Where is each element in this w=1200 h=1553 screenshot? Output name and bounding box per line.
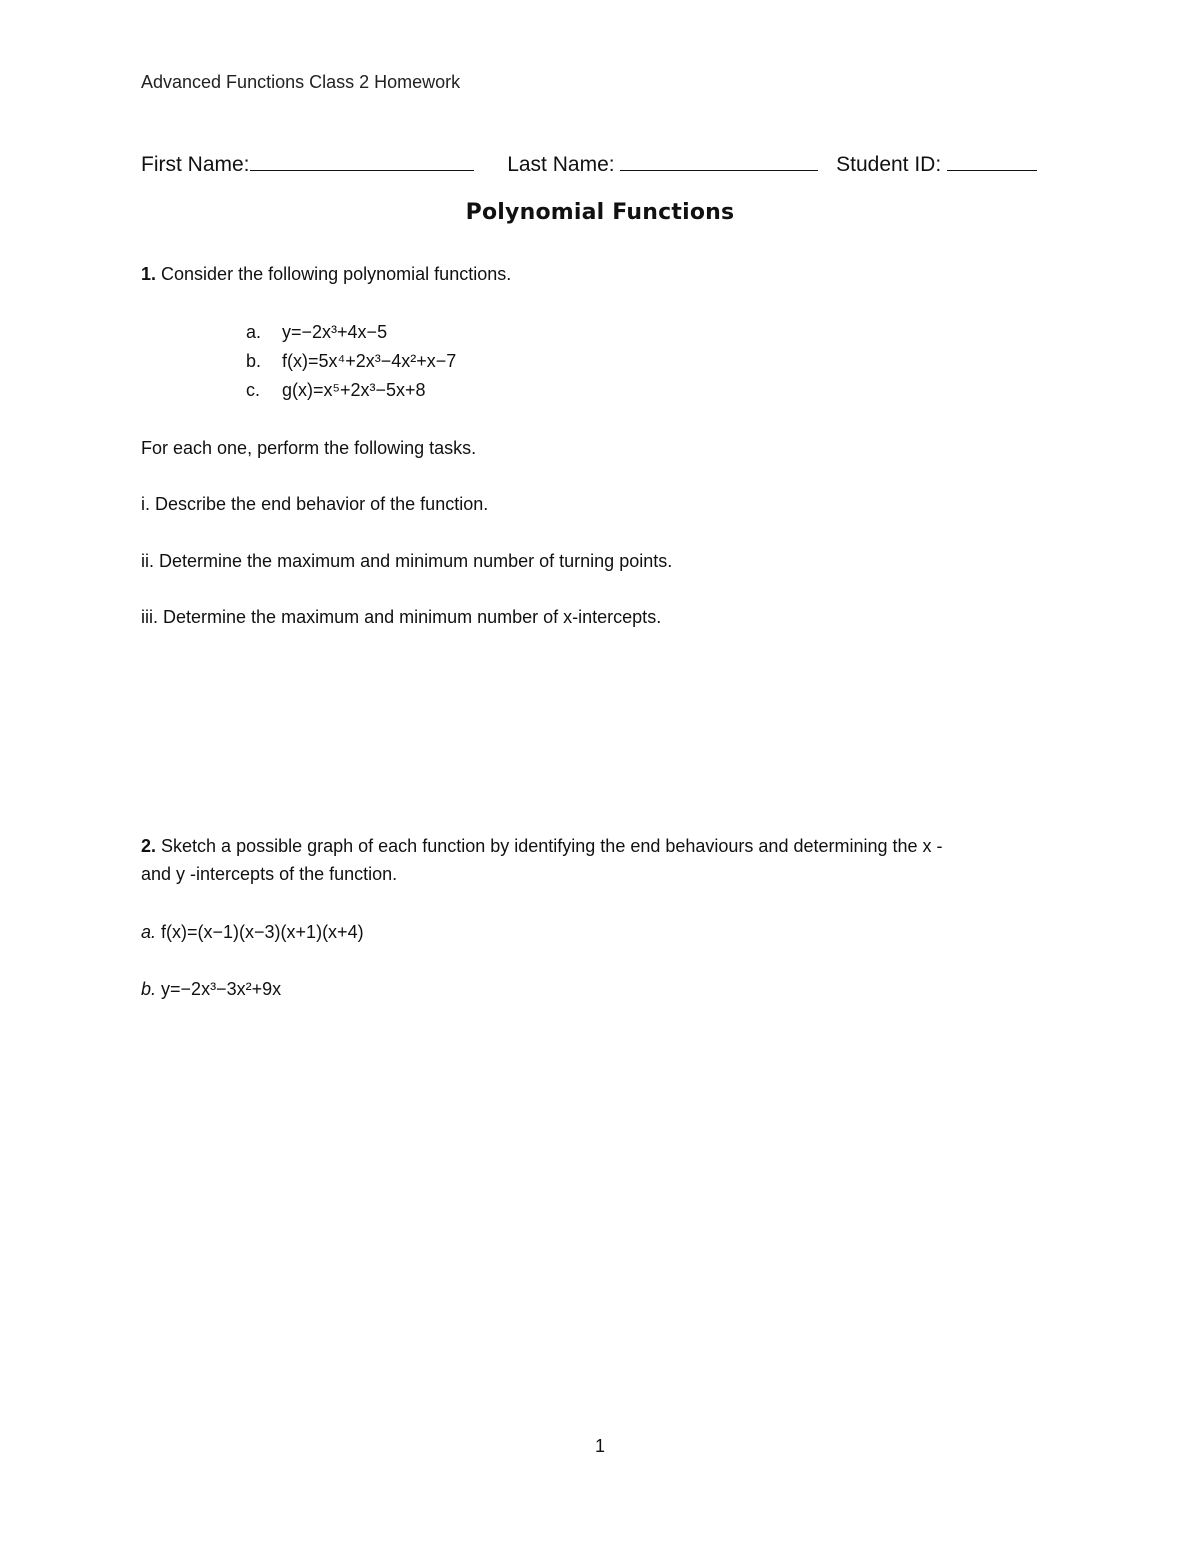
question-2-number: 2. bbox=[141, 836, 157, 856]
q1-task-iii-text: Determine the maximum and minimum number of x-intercepts. bbox=[163, 607, 662, 627]
q1-item-c-expr: g(x)=x⁵+2x³−5x+8 bbox=[282, 380, 426, 400]
q1-instruction: For each one, perform the following tasks. bbox=[141, 438, 477, 458]
q2-item-a-label: a. bbox=[141, 922, 157, 942]
q1-item-a-label: a. bbox=[246, 322, 262, 342]
first-name-label: First Name: bbox=[141, 153, 250, 176]
q2-item-b-label: b. bbox=[141, 979, 157, 999]
q1-item-a bbox=[246, 322, 387, 343]
question-2-line-2: and y -intercepts of the function. bbox=[141, 864, 398, 884]
q1-item-c-label: c. bbox=[246, 380, 261, 400]
question-1-number: 1. bbox=[141, 264, 157, 284]
last-name-blank[interactable] bbox=[620, 150, 818, 171]
q1-task-ii-text: Determine the maximum and minimum number of turning points. bbox=[159, 551, 673, 571]
question-1-text: Consider the following polynomial functions. bbox=[161, 264, 512, 284]
first-name-blank[interactable] bbox=[250, 150, 474, 171]
q1-task-ii bbox=[141, 551, 672, 572]
q1-task-iii bbox=[141, 607, 661, 628]
q1-item-b-label: b. bbox=[246, 351, 262, 371]
student-info-fields bbox=[141, 150, 1037, 177]
student-id-label: Student ID: bbox=[836, 153, 942, 176]
question-1-prompt bbox=[141, 264, 511, 285]
q2-item-b bbox=[141, 979, 281, 1000]
q1-task-iii-label: iii. bbox=[141, 607, 158, 627]
question-2-line-1 bbox=[141, 836, 943, 857]
page-number: 1 bbox=[594, 1436, 605, 1456]
q1-task-i-text: Describe the end behavior of the function. bbox=[155, 494, 489, 514]
q1-task-ii-label: ii. bbox=[141, 551, 154, 571]
q1-item-b bbox=[246, 351, 456, 372]
document-header: Advanced Functions Class 2 Homework bbox=[141, 72, 461, 92]
last-name-label: Last Name: bbox=[507, 153, 615, 176]
q2-item-a-expr: f(x)=(x−1)(x−3)(x+1)(x+4) bbox=[161, 922, 364, 942]
q1-item-b-expr: f(x)=5x⁴+2x³−4x²+x−7 bbox=[282, 351, 457, 371]
q1-task-i-label: i. bbox=[141, 494, 150, 514]
q1-item-a-expr: y=−2x³+4x−5 bbox=[282, 322, 388, 342]
q2-item-a bbox=[141, 922, 364, 943]
q2-item-b-expr: y=−2x³−3x²+9x bbox=[161, 979, 282, 999]
q1-item-c bbox=[246, 380, 426, 401]
question-2-text-1: Sketch a possible graph of each function by identifying the end behaviours and determining the x - bbox=[161, 836, 943, 856]
q1-task-i bbox=[141, 494, 488, 515]
student-id-blank[interactable] bbox=[947, 150, 1037, 171]
page-title: Polynomial Functions bbox=[465, 200, 735, 225]
